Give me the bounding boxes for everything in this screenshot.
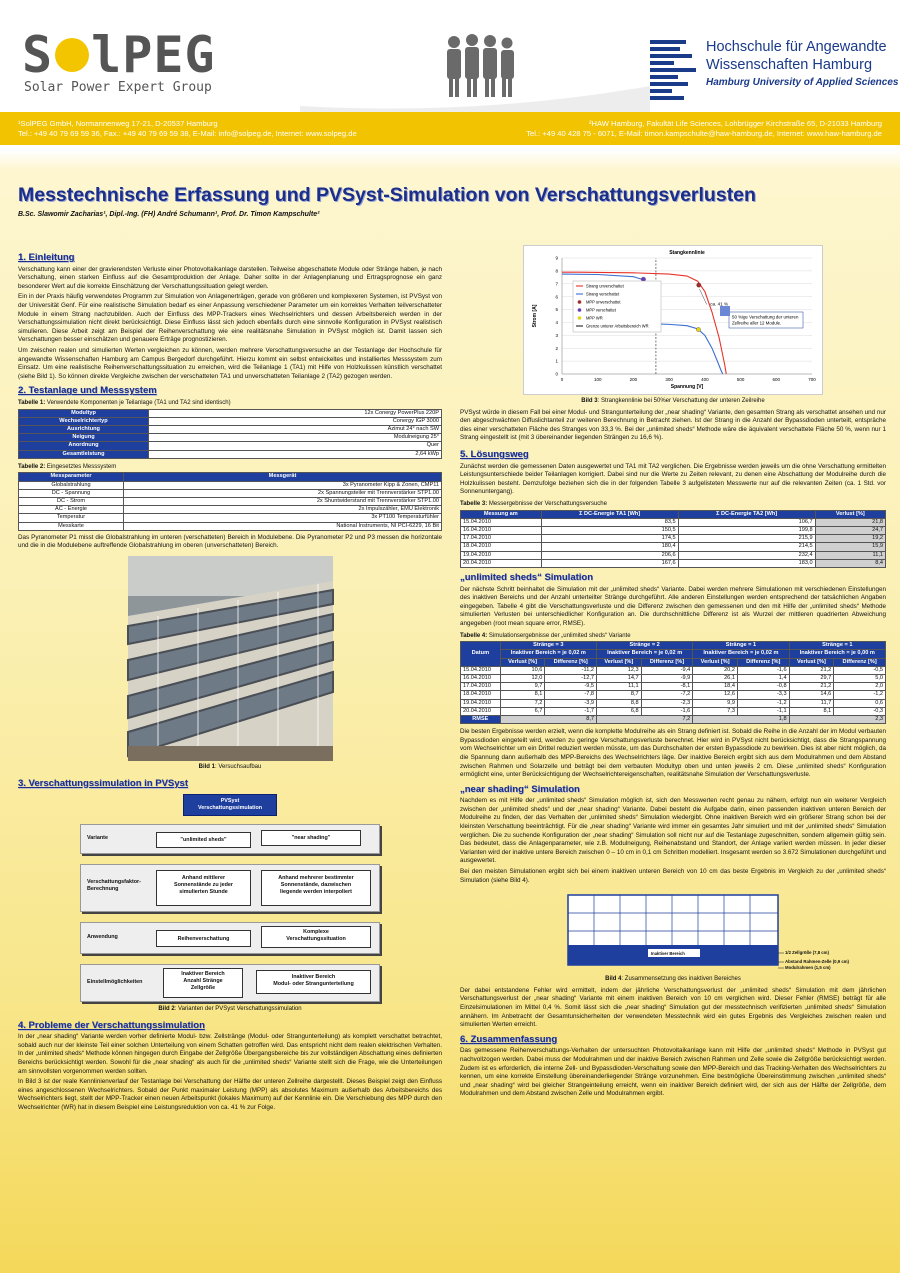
- haw-line-3: Hamburg University of Applied Sciences: [706, 77, 899, 88]
- table-3-cell: 20.04.2010: [461, 559, 542, 567]
- table-4-cell: 6,8: [596, 707, 641, 715]
- application-unlimited-sheds: Reihenverschattung: [156, 930, 251, 947]
- inactive-area-figure-svg: [508, 893, 849, 973]
- address-left: [18, 119, 357, 139]
- table-3-cell: 19,2: [815, 535, 885, 543]
- test-setup-photo-image: [128, 556, 333, 761]
- table-3-cell: 15.04.2010: [461, 518, 542, 526]
- table-1-value: Conergy IGP 3000: [149, 417, 442, 425]
- table-3-row: [461, 543, 886, 551]
- table-4-cell: -7,8: [545, 691, 597, 699]
- section-2-paragraph-1: Das Pyranometer P1 misst die Globalstrahlung im unteren (verschatteten) Bereich in Modulebene. Die Pyranometer P2 und P3 messen die horizontale und die in die Modulebene auftreffende Globalstrahlung im oberen (unverschatteten) Bereich.: [18, 533, 442, 550]
- table-4-cell: 6,7: [500, 707, 545, 715]
- table-4-cell: 17.04.2010: [461, 683, 501, 691]
- chart-y-tick-label: 7: [555, 281, 558, 287]
- table-4-cell: 16.04.2010: [461, 674, 501, 682]
- table-3-cell: 17.04.2010: [461, 535, 542, 543]
- section-4-paragraph-1: In der „near shading“ Variante werden vorher definierte Modul- bzw. Zellstränge (Modul- oder Strangunterteilung) als komplett verschattet betrachtet, sobald auch nur der kleinste Teil einer solchen Unterteilung von einem Schatten getroffen wird. Das entspricht nicht dem realen elektrischen Verhalten. In der „unlimited sheds“ Methode können hingegen durch Eingabe der Zellgröße Übergangsbereiche bis zur vollständigen Abschattung eines definierten Bereichs berücksichtigt werden. Sowohl für die „near shading“ als auch für die „unlimited sheds“ Variante stellt sich die Frage, wie die Unterteilungen am sinnvollsten vorgenommen werden sollten.: [18, 1033, 442, 1075]
- table-4-group-subheader: Inaktiver Bereich = je 0,00 m: [789, 650, 885, 658]
- table-1-row: [19, 417, 442, 425]
- address-left-line-1: ¹SolPEG GmbH, Normannenweg 17-21, D-20537 Hamburg: [18, 119, 218, 128]
- settings-row: [80, 964, 380, 1002]
- persons-icon: [440, 32, 520, 98]
- section-near-shading-paragraph-3: Der dabei entstandene Fehler wird ermittelt, indem der jährliche Verschattungsverlust der „unlimited sheds“ Simulation mit dem jährlichen Verschattungsverlust der „near shading“ Variante mit einem inaktiven Bereich von 10 cm verglichen wird. Dieser Fehler (RMSE) beträgt für alle Einzelsimulationen im Mittel 0,4 %. Somit lässt sich die „near shading“ Simulation gut der messtechnisch verifizierten „unlimited sheds“ Simulation annähern. Im Anbetracht der Gesamtunsicherheiten der verwendeten Messtechnik wird ein gutes Ergebnis des Vergleiches zwischen realen und simulierten Werten erreicht.: [460, 986, 886, 1029]
- table-2-caption: Tabelle 2: Eingesetztes Messsystem: [18, 463, 117, 470]
- table-2-param: Globalstrahlung: [19, 481, 124, 489]
- chart-x-tick-label: 0: [560, 377, 564, 382]
- table-4-cell: 0,6: [834, 699, 886, 707]
- chart-x-tick-label: 200: [629, 377, 638, 382]
- table-4-cell: -3,9: [545, 699, 597, 707]
- table-2-header: Messparameter: [19, 473, 124, 481]
- table-4-cell: 7,2: [500, 699, 545, 707]
- table-2-device: 2x Shuntwiderstand mit Trennverstärker STP1.00: [124, 497, 442, 505]
- chart-legend-label: MPP WR: [586, 315, 603, 321]
- settings-row-label: Einstellmöglichkeiten: [87, 979, 143, 986]
- table-4-rmse-row: [461, 715, 886, 723]
- inactive-area-legend-1: 1/2 Zellgröße (7,8 cm): [785, 950, 829, 956]
- chart-x-tick-label: 700: [808, 377, 816, 382]
- table-2-row: [19, 506, 442, 514]
- table-3: [460, 510, 886, 568]
- variants-row-label: Variante: [87, 835, 108, 842]
- section-near-shading-paragraph-1: Nachdem es mit Hilfe der „unlimited sheds“ Simulation möglich ist, sich den Messwerten recht genau zu nähern, erfolgt nun ein weiterer Vergleich zwischen der „unlimited sheds“ und der „near shading“ Variante. Dabei besteht die Aufgabe darin, einen passenden inaktiven unteren Bereich der Modulreihe zu finden, der das Verhalten der „unlimited sheds“ Simulation wiedergibt. Ohne inaktiven Bereich wird ein größerer Strang schon bei der kleinsten Verschattung beeinträchtigt. Für die „near shading“ Variante wird immer ein gesamtes Jahr simuliert und mit der „unlimited sheds“ Simulation verglichen. Die zu suchende Konfiguration der „near shading“ Simulation soll nicht nur auf die Testanlage zugeschnitten, sondern allgemein gültig sein. Das bedeutet, dass die Anlagenparameter, wie z.B. Modulneigung, Reihenabstand und Standort, der Anlage variiert werden müssen. In jeder dieser Varianten wird der inaktive untere Bereich zwischen 0 – 10 cm in 0,1 cm Schritten modelliert. Insgesamt werden so 3.672 Simulationen durchgeführt und ausgewertet.: [460, 797, 886, 865]
- section-6-paragraph-1: Das gemessene Reihenverschattungs-Verhalten der untersuchten Photovoltaikanlage kann mit Hilfe der „unlimited sheds“ Methode in PVSyst gut nachvollzogen werden. Dabei muss der Modulrahmen und der inaktive Bereich zwischen Rahmen und Zelle sowie die Zellgröße berücksichtigt werden. Zudem ist es erforderlich, die interne Zell- und Bypassdioden-Verschaltung sowie den MPP-Bereich und das Tracking-Verhalten des Wechselrichters zu kennen, um eine korrekte Einstellung übereinanderliegender Stränge vorzunehmen. Eine bestmögliche Übereinstimmung zwischen „unlimited sheds“ und „near shading“ wird bei gleicher Strangeinteilung erreicht, wenn ein inaktiver Bereich definiert wird, der sich aus der Hälfte der Zellgröße, dem Modulrahmen und dem Abstand zwischen Zelle und Modulrahmen ergibt.: [460, 1047, 886, 1098]
- table-1-row: [19, 450, 442, 458]
- table-4-cell: 15.04.2010: [461, 666, 501, 674]
- table-3-cell: 19.04.2010: [461, 551, 542, 559]
- string-iv-chart: [523, 245, 823, 395]
- table-4-col-header: Verlust [%]: [500, 658, 545, 666]
- settings-unlimited-sheds: Inaktiver Bereich Anzahl Stränge Zellgröße: [163, 968, 243, 998]
- table-4-cell: -8,1: [641, 683, 693, 691]
- table-1-caption: Tabelle 1: Verwendete Komponenten je Teilanlage (TA1 und TA2 sind identisch): [18, 399, 231, 406]
- table-4-col-header: Differenz [%]: [545, 658, 597, 666]
- table-4-cell: 26,1: [693, 674, 738, 682]
- table-4-cell: -9,5: [545, 683, 597, 691]
- haw-line-2: Wissenschaften Hamburg: [706, 57, 873, 73]
- table-3-cell: 199,8: [678, 526, 815, 534]
- table-4-cell: 14,6: [789, 691, 834, 699]
- table-4-cell: 7,3: [693, 707, 738, 715]
- chart-y-tick-label: 3: [555, 332, 558, 338]
- chart-y-tick-label: 9: [555, 255, 558, 261]
- table-4-row: [461, 699, 886, 707]
- application-row: [80, 922, 380, 954]
- table-1-key: Anordnung: [19, 442, 149, 450]
- table-4: [460, 641, 886, 724]
- section-near-shading-heading: „near shading“ Simulation: [460, 783, 580, 795]
- table-4-row: [461, 683, 886, 691]
- chart-x-tick-label: 600: [772, 377, 781, 382]
- table-2-param: DC - Strom: [19, 497, 124, 505]
- section-5-paragraph-1: Zunächst werden die gemessenen Daten ausgewertet und TA1 mit TA2 verglichen. Die Ergebnisse werden jeweils um die ohne Verschattung ermittelten Leistungsunterschiede beider Teilanlagen korrigiert. Dabei sind nur die Werte zu Zeiten relevant, zu denen eine Abschattung der Modulreihe durch die Holzkulissen besteht. Demzufolge beziehen sich die in der folgenden Tabelle 3 aufgelisteten Messwerte nur auf die relevanten Zeiten (ca. 1 Std. vor Sonnenuntergang).: [460, 462, 886, 496]
- table-1-key: Modultyp: [19, 409, 149, 417]
- table-4-group-header: Stränge = 1: [789, 642, 885, 650]
- table-4-cell: 8,7: [596, 691, 641, 699]
- table-3-row: [461, 535, 886, 543]
- table-3-cell: 106,7: [678, 518, 815, 526]
- table-1-value: Quer: [149, 442, 442, 450]
- table-4-group-header: Stränge = 1: [693, 642, 789, 650]
- section-6-heading: 6. Zusammenfassung: [460, 1033, 558, 1045]
- table-4-cell: 18,4: [693, 683, 738, 691]
- table-4-cell: 8,8: [596, 699, 641, 707]
- table-3-cell: 15,9: [815, 543, 885, 551]
- table-4-cell: 12,0: [500, 674, 545, 682]
- table-4-cell: 8,1: [789, 707, 834, 715]
- table-4-cell: -0,5: [834, 666, 886, 674]
- inactive-area-figure: [508, 893, 849, 973]
- table-2-param: DC - Spannung: [19, 489, 124, 497]
- table-3-cell: 11,1: [815, 551, 885, 559]
- chart-y-tick-label: 5: [555, 307, 558, 313]
- chart-y-tick-label: 0: [555, 371, 558, 377]
- table-4-cell: -1,6: [641, 707, 693, 715]
- table-4-group-header: Stränge = 2: [596, 642, 692, 650]
- table-3-cell: 18.04.2010: [461, 543, 542, 551]
- table-3-caption: Tabelle 3: Messergebnisse der Verschattungsversuche: [460, 500, 607, 507]
- chart-annotation-percent: ca. 41 %: [710, 301, 729, 307]
- table-4-cell: 20.04.2010: [461, 707, 501, 715]
- section-5-heading: 5. Lösungsweg: [460, 448, 529, 460]
- table-4-rmse-value: 8,7: [500, 715, 596, 723]
- inactive-area-legend-2: Abstand Rahmen-Zelle (0,9 cm): [785, 959, 849, 965]
- table-3-cell: 214,5: [678, 543, 815, 551]
- table-4-cell: -1,6: [737, 666, 789, 674]
- table-3-cell: 183,0: [678, 559, 815, 567]
- table-4-rmse-value: 1,8: [693, 715, 789, 723]
- table-2-param: Messkarte: [19, 522, 124, 530]
- table-4-cell: -3,3: [737, 691, 789, 699]
- haw-line-1: Hochschule für Angewandte: [706, 39, 887, 55]
- table-4-cell: 21,2: [789, 683, 834, 691]
- table-4-cell: 10,6: [500, 666, 545, 674]
- table-1-value: 12x Conergy PowerPlus 220P: [149, 409, 442, 417]
- table-4-header-datum: Datum: [461, 642, 501, 667]
- table-4-cell: 29,7: [789, 674, 834, 682]
- section-unlimited-sheds-paragraph-2: Die besten Ergebnisse werden erzielt, wenn die komplette Modulreihe als ein Strang definiert ist. Sobald die Reihe in die Anzahl der im Modul verbauten Bypassdioden eingeteilt wird, werden zu geringe Verschattungsverluste berechnet. Hier wird in PVSyst nicht berücksichtigt, dass die Strangspannung vom Wechselrichter um ein Drittel reduziert werden müsste, um das Durchschalten der ersten Bypassdiode zu bewirken. Dies ist aber nicht möglich, da die Spannung dann außerhalb des MPP-Bereichs des Wechselrichters läge. Der inaktive Bereich ergibt sich aus dem Modulrahmen und dem Abstand zwischen Rahmen und Solarzelle und beträgt bei dem verbauten Modultyp oben und unten jeweils 2 cm. Diese „unlimited sheds“ Konfiguration ermöglicht eine, unter Berücksichtigung der Wechselrichtereigenschaften, realitätsnahe Simulation der Verschattungsverluste.: [460, 728, 886, 779]
- table-4-cell: 21,2: [789, 666, 834, 674]
- table-2-param: AC - Energie: [19, 506, 124, 514]
- table-2-row: [19, 522, 442, 530]
- table-1-key: Wechselrichtertyp: [19, 417, 149, 425]
- table-1-value: Azimut 24° nach SW: [149, 425, 442, 433]
- table-4-cell: -1,1: [737, 707, 789, 715]
- settings-near-shading: Inaktiver Bereich Modul- oder Strangunterteilung: [256, 970, 371, 994]
- chart-point: [697, 283, 701, 287]
- table-4-cell: -0,8: [737, 683, 789, 691]
- figure-1-caption: Bild 1: Versuchsaufbau: [198, 763, 262, 770]
- chart-x-tick-label: 500: [736, 377, 745, 382]
- chart-annotation-marker: [720, 306, 730, 316]
- table-4-cell: 11,1: [596, 683, 641, 691]
- table-3-cell: 167,6: [541, 559, 678, 567]
- table-4-col-header: Verlust [%]: [789, 658, 834, 666]
- table-3-row: [461, 559, 886, 567]
- table-3-cell: 206,6: [541, 551, 678, 559]
- section-1-heading: 1. Einleitung: [18, 252, 75, 263]
- chart-point: [696, 327, 700, 331]
- table-2-param: Temperatur: [19, 514, 124, 522]
- figure-2-caption: Bild 2: Varianten der PVSyst Verschattungssimulation: [158, 1006, 302, 1013]
- table-4-caption: Tabelle 4: Simulationsergebnisse der „unlimited sheds“ Variante: [460, 632, 631, 639]
- table-3-header: Messung am: [461, 510, 542, 518]
- test-setup-photo: [128, 556, 333, 761]
- table-4-cell: -11,2: [545, 666, 597, 674]
- table-4-group-subheader: Inaktiver Bereich = je 0,02 m: [500, 650, 596, 658]
- table-4-col-header: Differenz [%]: [641, 658, 693, 666]
- chart-legend-label: MPP unverschattet: [586, 299, 621, 305]
- variant-near-shading: "near shading": [261, 830, 361, 846]
- table-1-row: [19, 425, 442, 433]
- table-3-row: [461, 518, 886, 526]
- chart-legend-label: MPP verschattet: [586, 307, 616, 313]
- chart-annotation-line: 50 %ige Verschattung der unteren: [732, 314, 799, 320]
- factor-unlimited-sheds: Anhand mittlerer Sonnenstände zu jeder simulierten Stunde: [156, 870, 251, 906]
- table-1-row: [19, 409, 442, 417]
- address-right-line-2: Tel.: +49 40 428 75 - 6071, E-Mail: timon.kampschulte@haw-hamburg.de, Internet: www.haw-hamburg.de: [526, 129, 882, 138]
- address-right: [526, 119, 882, 139]
- section-1-paragraph-2: Ein in der Praxis häufig verwendetes Programm zur Simulation von Anlagenerträgen, gerade von größeren und komplexeren Systemen, ist PVSyst von der Universität Genf. Für eine realistische Simulation bedarf es einer Anpassung verschiedener Parameter um ein korrektes Verhalten teilverschatteter Module in einem Strang nachzubilden. Auch der Einfluss des MPP-Trackers eines Wechselrichters und dessen Arbeitsbereich werden in der Verschattungssimulation nicht direkt berücksichtigt. Diese Einfluss lässt sich jedoch ebenfalls durch eine sinnvolle Konfiguration in PVSyst realistisch simulieren. Diese Arbeit zeigt am Beispiel der Reihenverschattung wie eine realitätsnahe Simulation in PVSyst möglich ist. Damit lassen sich Verschattungen besser einschätzen und genauere Erträge prognostizieren.: [18, 293, 442, 344]
- table-4-col-header: Verlust [%]: [693, 658, 738, 666]
- table-4-cell: -2,3: [641, 699, 693, 707]
- table-4-cell: 12,6: [693, 691, 738, 699]
- table-4-group-header: Stränge = 3: [500, 642, 596, 650]
- table-4-cell: 2,0: [834, 683, 886, 691]
- table-4-row: [461, 707, 886, 715]
- table-4-rmse-value: 7,2: [596, 715, 692, 723]
- chart-legend-swatch: [578, 308, 582, 312]
- chart-title: Stangkennlinie: [669, 250, 705, 256]
- table-2-row: [19, 497, 442, 505]
- table-3-cell: 150,5: [541, 526, 678, 534]
- section-4-heading: 4. Probleme der Verschattungssimulation: [18, 1019, 205, 1031]
- table-2-device: National Instruments, NI PCI-6229, 16 Bit: [124, 522, 442, 530]
- left-column: [18, 248, 442, 1115]
- chart-y-tick-label: 1: [555, 358, 558, 364]
- address-left-line-2: Tel.: +49 40 79 69 59 36, Fax.: +49 40 79 69 59 38, E-Mail: info@solpeg.de, Internet: www.solpeg.de: [18, 129, 357, 138]
- table-4-cell: 1,4: [737, 674, 789, 682]
- factor-row-label: Verschattungsfaktor- Berechnung: [87, 879, 141, 893]
- chart-annotation-line: Zellreihe aller 12 Module.: [732, 320, 782, 326]
- table-4-rmse-value: 2,3: [789, 715, 885, 723]
- table-4-cell: -1,7: [545, 707, 597, 715]
- right-paragraph-1: PVSyst würde in diesem Fall bei einer Modul- und Strangunterteilung der „near shading“ Variante, den gesamten Strang als verschattet ansehen und nur den abgeschwächten Diffuslichtanteil zur weiteren Berechnung in Betracht ziehen. Ist der Strang in die Anzahl der Bypassdioden unterteilt, entspräche dies einer verschatteten Fläche des Stranges von 33,3 %. Bei der „unlimited sheds“ Methode wäre die äquivalent verschattete Fläche 50 %, wenn nur 1 Strang eingestellt ist (mit 3 übereinander liegenden Strängen zu 16,6 %).: [460, 408, 886, 442]
- table-2-row: [19, 514, 442, 522]
- application-row-label: Anwendung: [87, 934, 118, 941]
- table-2-device: 2x Impulszähler, EMU Elektronik: [124, 506, 442, 514]
- table-2-header: Messgerät: [124, 473, 442, 481]
- poster-title: Messtechnische Erfassung und PVSyst-Simulation von Verschattungsverlusten: [18, 184, 756, 206]
- table-4-cell: 11,7: [789, 699, 834, 707]
- section-near-shading-paragraph-2: Bei den meisten Simulationen ergibt sich bei einem inaktiven unteren Bereich von 10 cm das beste Ergebnis im Vergleich zu der „unlimited sheds“ Simulation (siehe Bild 4).: [460, 868, 886, 884]
- factor-row: [80, 864, 380, 912]
- chart-y-tick-label: 2: [555, 345, 558, 351]
- haw-name: [706, 38, 898, 92]
- section-2-heading: 2. Testanlage und Messsystem: [18, 385, 157, 397]
- table-4-col-header: Verlust [%]: [596, 658, 641, 666]
- table-2-device: 2x Spannungsteiler mit Trennverstärker STP1.00: [124, 489, 442, 497]
- application-near-shading: Komplexe Verschattungssituation: [261, 926, 371, 948]
- pvsyst-variants-diagram: [80, 794, 380, 1002]
- table-4-rmse-label: RMSE: [461, 715, 501, 723]
- haw-logo-icon: [650, 40, 696, 100]
- table-4-cell: -1,2: [834, 691, 886, 699]
- chart-y-label: Strom [A]: [532, 304, 538, 328]
- string-iv-chart-svg: [524, 246, 824, 396]
- table-3-row: [461, 526, 886, 534]
- table-3-cell: 174,5: [541, 535, 678, 543]
- chart-legend-swatch: [578, 300, 582, 304]
- section-unlimited-sheds-paragraph-1: Der nächste Schritt beinhaltet die Simulation mit der „unlimited sheds“ Variante. Dabei werden mehrere Simulationen mit verschiedenen Einstellungen des inaktiven Bereichs und der Anzahl unterteilter Stränge durchgeführt. Alle anderen Einstellungen werden entsprechend der tatsächlichen Angaben eingegeben. Tabelle 4 gibt die Verschattungsverluste und die Differenz zwischen den gemessenen und den mit Hilfe der „unlimited sheds“ Methode simulierten Verlusten bei unterschiedlicher Konfiguration an. Die durchschnittliche Differenz ist als Wurzel der mittleren quadrierten Abweichung angegeben (root mean square error, RMSE).: [460, 585, 886, 627]
- chart-legend-label: Grenze unterer Arbeitsbereich WR: [586, 323, 649, 329]
- table-1-row: [19, 442, 442, 450]
- table-1-row: [19, 434, 442, 442]
- table-3-cell: 180,4: [541, 543, 678, 551]
- table-3-cell: 21,8: [815, 518, 885, 526]
- pvsyst-root-box: PVSyst Verschattungssimulation: [183, 794, 277, 816]
- authors: B.Sc. Slawomir Zacharias¹, Dipl.-Ing. (FH) André Schumann¹, Prof. Dr. Timon Kampschulte²: [18, 211, 320, 218]
- figure-3-caption: Bild 3: Strangkennlinie bei 50%er Verschattung der unteren Zeilreihe: [581, 398, 765, 404]
- table-3-cell: 24,7: [815, 526, 885, 534]
- table-4-cell: -9,9: [641, 674, 693, 682]
- table-1-key: Ausrichtung: [19, 425, 149, 433]
- table-1-value: Modulneigung 25°: [149, 434, 442, 442]
- chart-legend-label: Strang verschattet: [586, 291, 620, 297]
- table-2-device: 3x PT100 Temperaturfühler: [124, 514, 442, 522]
- chart-legend-label: Strang unverschattet: [586, 283, 624, 289]
- table-4-group-subheader: Inaktiver Bereich = je 0,02 m: [596, 650, 692, 658]
- table-3-cell: 8,4: [815, 559, 885, 567]
- table-3-header: Verlust [%]: [815, 510, 885, 518]
- table-4-cell: 20,2: [693, 666, 738, 674]
- factor-near-shading: Anhand mehrerer bestimmter Sonnenstände, dazwischen liegende werden interpoliert: [261, 870, 371, 906]
- table-4-group-subheader: Inaktiver Bereich = je 0,02 m: [693, 650, 789, 658]
- section-1-paragraph-3: Um zwischen realen und simulierten Werten vergleichen zu können, werden mehrere Verschattungsversuche an der Testanlage der Hochschule für angewandte Wissenschaften Hamburg am Campus Bergedorf durchgeführt. Hierzu kommt ein selbst entwickeltes und installiertes Messsystem zum Einsatz. Um eine realistische Reihenverschattungssituation zu erreichen, wird die Teilanlage 1 (TA1) mit Hilfe von Holzkulissen künstlich verschattet (siehe Bild 1). So können direkte Vergleiche zwischen der verschatteten TA1 und unverschatteten Teilanlage 2 (TA2) gezogen werden.: [18, 346, 442, 380]
- table-1-key: Gesamtleistung: [19, 450, 149, 458]
- chart-x-tick-label: 400: [701, 377, 709, 382]
- solpeg-logo: S lPEG: [22, 26, 216, 84]
- table-2: [18, 472, 442, 530]
- table-1-key: Neigung: [19, 434, 149, 442]
- chart-y-tick-label: 4: [555, 320, 558, 326]
- table-4-cell: -9,4: [641, 666, 693, 674]
- section-1-paragraph-1: Verschattung kann einer der gravierendsten Verluste einer Photovoltaikanlage darstellen. Teilweise abgeschattete Module oder Stränge haben, je nach Verschaltung, einen starken Einfluss auf die Gesamtproduktion der Anlage. Daher sollte in der Anlagenplanung und Ertragsprognose ein ganz besonderer Wert auf die korrekte Einschätzung der Verschattungssituation gelegt werden.: [18, 265, 442, 290]
- table-4-cell: -0,3: [834, 707, 886, 715]
- variants-row: [80, 824, 380, 854]
- right-column: [460, 245, 886, 1101]
- table-4-cell: 8,1: [500, 691, 545, 699]
- table-3-cell: 83,5: [541, 518, 678, 526]
- table-4-cell: 5,0: [834, 674, 886, 682]
- table-2-row: [19, 481, 442, 489]
- table-4-cell: -12,7: [545, 674, 597, 682]
- table-4-col-header: Differenz [%]: [737, 658, 789, 666]
- table-4-cell: 19.04.2010: [461, 699, 501, 707]
- address-bar: [0, 112, 900, 145]
- table-4-row: [461, 666, 886, 674]
- table-4-cell: -7,2: [641, 691, 693, 699]
- table-4-cell: 12,3: [596, 666, 641, 674]
- table-1: [18, 409, 442, 459]
- table-4-row: [461, 674, 886, 682]
- solpeg-logo-subtitle: Solar Power Expert Group: [24, 80, 212, 95]
- address-right-line-1: ²HAW Hamburg, Fakultät Life Sciences, Lohbrügger Kirchstraße 65, D-21033 Hamburg: [588, 119, 882, 128]
- chart-y-tick-label: 8: [555, 268, 558, 274]
- table-4-row: [461, 691, 886, 699]
- table-4-col-header: Differenz [%]: [834, 658, 886, 666]
- header: [0, 0, 900, 112]
- table-3-header: Σ DC-Energie TA2 [Wh]: [678, 510, 815, 518]
- table-4-cell: 9,7: [500, 683, 545, 691]
- table-4-cell: 9,9: [693, 699, 738, 707]
- chart-x-tick-label: 300: [665, 377, 673, 382]
- table-4-cell: 14,7: [596, 674, 641, 682]
- inactive-area-legend-3: Modulrahmen (1,5 cm): [785, 965, 831, 971]
- chart-x-label: Spannung [V]: [670, 384, 704, 390]
- table-3-cell: 215,9: [678, 535, 815, 543]
- section-unlimited-sheds-heading: „unlimited sheds“ Simulation: [460, 571, 594, 583]
- section-3-heading: 3. Verschattungssimulation in PVSyst: [18, 777, 188, 789]
- variant-unlimited-sheds: "unlimited sheds": [156, 832, 251, 848]
- section-4-paragraph-2: In Bild 3 ist der reale Kennlinienverlauf der Testanlage bei Verschattung der Hälfte der unteren Zellreihe dargestellt. Dieses Beispiel zeigt den Einfluss eines angeschlossenen Wechselrichters. Sobald der Punkt maximaler Leistung (MPP) als absolutes Maximum außerhalb des Arbeitsbereichs des Wechselrichters liegt, stellt der MPP-Tracker einen neuen Arbeitspunkt (lokales Maximum) auf der Kennlinie ein. Die Verschiebung des MPP durch den Wechselrichter (WR) hat in diesem Beispiel eine Leistungsreduktion von ca. 41 % zur Folge.: [18, 1078, 442, 1112]
- table-1-value: 2,64 kWp: [149, 450, 442, 458]
- table-3-header: Σ DC-Energie TA1 [Wh]: [541, 510, 678, 518]
- chart-y-tick-label: 6: [555, 294, 558, 300]
- table-3-row: [461, 551, 886, 559]
- table-3-cell: 232,4: [678, 551, 815, 559]
- table-2-row: [19, 489, 442, 497]
- table-3-cell: 16.04.2010: [461, 526, 542, 534]
- table-4-cell: 18.04.2010: [461, 691, 501, 699]
- chart-legend-swatch: [578, 316, 582, 320]
- figure-4-caption: Bild 4: Zusammensetzung des inaktiven Bereiches: [605, 976, 741, 983]
- table-4-cell: -1,2: [737, 699, 789, 707]
- table-2-device: 3x Pyranometer Kipp & Zonen, CMP11: [124, 481, 442, 489]
- chart-x-tick-label: 100: [593, 377, 602, 382]
- inactive-area-label: Inaktiver Bereich: [651, 951, 685, 957]
